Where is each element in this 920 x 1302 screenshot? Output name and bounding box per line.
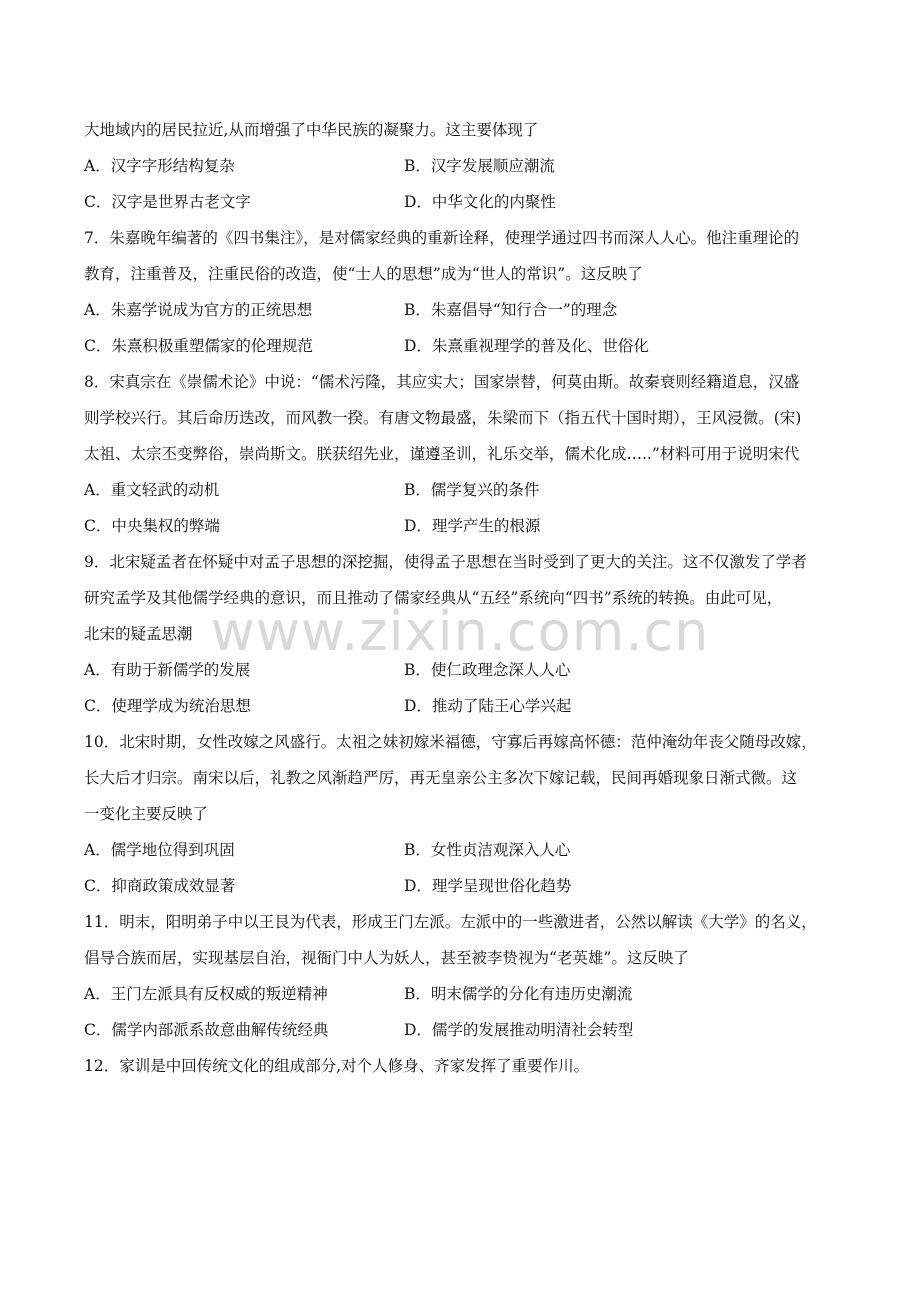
question-8-stem-line: 8．宋真宗在《崇儒术论》中说：“儒术污隆，其应实大；国家崇替，何莫由斯。故秦衰则经籍道息，汉盛 xyxy=(84,373,800,391)
question-11-option-b: B．明末儒学的分化有违历史潮流 xyxy=(404,985,633,1003)
question-7-option-a: A．朱嘉学说成为官方的正统思想 xyxy=(84,301,313,319)
question-9-options-row-1 xyxy=(84,652,840,688)
watermark: www.zixin.com.cn xyxy=(210,600,710,663)
question-6-stem-tail: 大地域内的居民拉近,从而增强了中华民族的凝聚力。这主要体现了 xyxy=(84,121,539,139)
question-11-option-c: C．儒学内部派系故意曲解传统经典 xyxy=(84,1021,329,1039)
question-11-option-d: D．儒学的发展推动明清社会转型 xyxy=(404,1021,634,1039)
question-6-options-row-1 xyxy=(84,148,840,184)
question-8-options-row-1 xyxy=(84,472,840,508)
question-8-option-b: B．儒学复兴的条件 xyxy=(404,481,540,499)
question-7-options-row-1 xyxy=(84,292,840,328)
question-11-options-row-1 xyxy=(84,976,840,1012)
question-10-options-row-2 xyxy=(84,868,840,904)
question-6-option-c: C．汉字是世界古老文字 xyxy=(84,193,251,211)
question-6-option-d: D．中华文化的内聚性 xyxy=(404,193,556,211)
question-8-options-row-2 xyxy=(84,508,840,544)
question-8-stem-line: 则学校兴行。其后命历迭改，而风教一揆。有唐文物最盛，朱梁而下（指五代十国时期），王风浸微。(宋) xyxy=(84,409,802,427)
question-11-options-row-2 xyxy=(84,1012,840,1048)
question-9-stem-line: 研究孟学及其他儒学经典的意识，而且推动了儒家经典从“五经”系统向“四书”系统的转换。由此可见， xyxy=(84,589,783,607)
question-12-stem-line: 12．家训是中回传统文化的组成部分,对个人修身、齐家发挥了重要作川。 xyxy=(84,1057,590,1075)
question-11-stem-line: 倡导合族而居，实现基层自治，视衙门中人为妖人，甚至被李贽视为“老英雄”。这反映了 xyxy=(84,949,689,967)
question-7-option-c: C．朱熹积极重塑儒家的伦理规范 xyxy=(84,337,313,355)
question-8-option-c: C．中央集权的弊端 xyxy=(84,517,220,535)
question-7-option-b: B．朱嘉倡导“知行合一”的理念 xyxy=(404,301,618,319)
question-6-options-row-2 xyxy=(84,184,840,220)
question-9-options-row-2 xyxy=(84,688,840,724)
question-7-stem-line: 7．朱嘉晚年编著的《四书集注》，是对儒家经典的重新诠释，使理学通过四书而深人人心。他注重理论的 xyxy=(84,229,800,247)
question-8-stem-line: 太祖、太宗丕变弊俗，崇尚斯文。朕获绍先业，谨遵圣训，礼乐交举，儒术化成…..”材料可用于说明宋代 xyxy=(84,445,800,463)
question-10-option-a: A．儒学地位得到巩固 xyxy=(84,841,235,859)
question-9-option-a: A．有助于新儒学的发展 xyxy=(84,661,251,679)
question-8-option-d: D．理学产生的根源 xyxy=(404,517,541,535)
question-7-option-d: D．朱熹重视理学的普及化、世俗化 xyxy=(404,337,649,355)
question-10-option-d: D．理学呈现世俗化趋势 xyxy=(404,877,572,895)
question-9-stem-line: 北宋的疑孟思潮 xyxy=(84,625,193,643)
question-11-stem-line: 11．明末，阳明弟子中以王艮为代表，形成王门左派。左派中的一些激进者，公然以解读《大学》的名义， xyxy=(84,913,817,931)
question-7-stem-line: 教育，注重普及，注重民俗的改造，使“士人的思想”成为“世人的常识”。这反映了 xyxy=(84,265,643,283)
question-9-option-b: B．使仁政理念深人人心 xyxy=(404,661,571,679)
question-9-option-d: D．推动了陆王心学兴起 xyxy=(404,697,572,715)
question-9-stem-line: 9．北宋疑孟者在怀疑中对孟子思想的深挖掘，使得孟子思想在当时受到了更大的关注。这不仅激发了学者 xyxy=(84,553,807,571)
question-11-option-a: A．王门左派具有反权威的叛逆精神 xyxy=(84,985,328,1003)
question-9-option-c: C．使理学成为统治思想 xyxy=(84,697,251,715)
question-10-options-row-1 xyxy=(84,832,840,868)
question-6-option-a: A．汉字字形结构复杂 xyxy=(84,157,235,175)
document-content xyxy=(84,112,840,1084)
question-8-option-a: A．重文轻武的动机 xyxy=(84,481,220,499)
question-10-option-b: B．女性贞洁观深入人心 xyxy=(404,841,571,859)
question-6-option-b: B．汉字发展顺应潮流 xyxy=(404,157,555,175)
question-10-stem-line: 10．北宋时期，女性改嫁之风盛行。太祖之妹初嫁米福德，守寡后再嫁高怀德：范仲淹幼年丧父随母改嫁， xyxy=(84,733,817,751)
question-10-stem-line: 长大后才归宗。南宋以后，礼教之风渐趋严厉，再无皇亲公主多次下嫁记载，民间再婚现象日渐式微。这 xyxy=(84,769,798,787)
question-10-option-c: C．抑商政策成效显著 xyxy=(84,877,236,895)
question-10-stem-line: 一变化主要反映了 xyxy=(84,805,209,823)
question-7-options-row-2 xyxy=(84,328,840,364)
